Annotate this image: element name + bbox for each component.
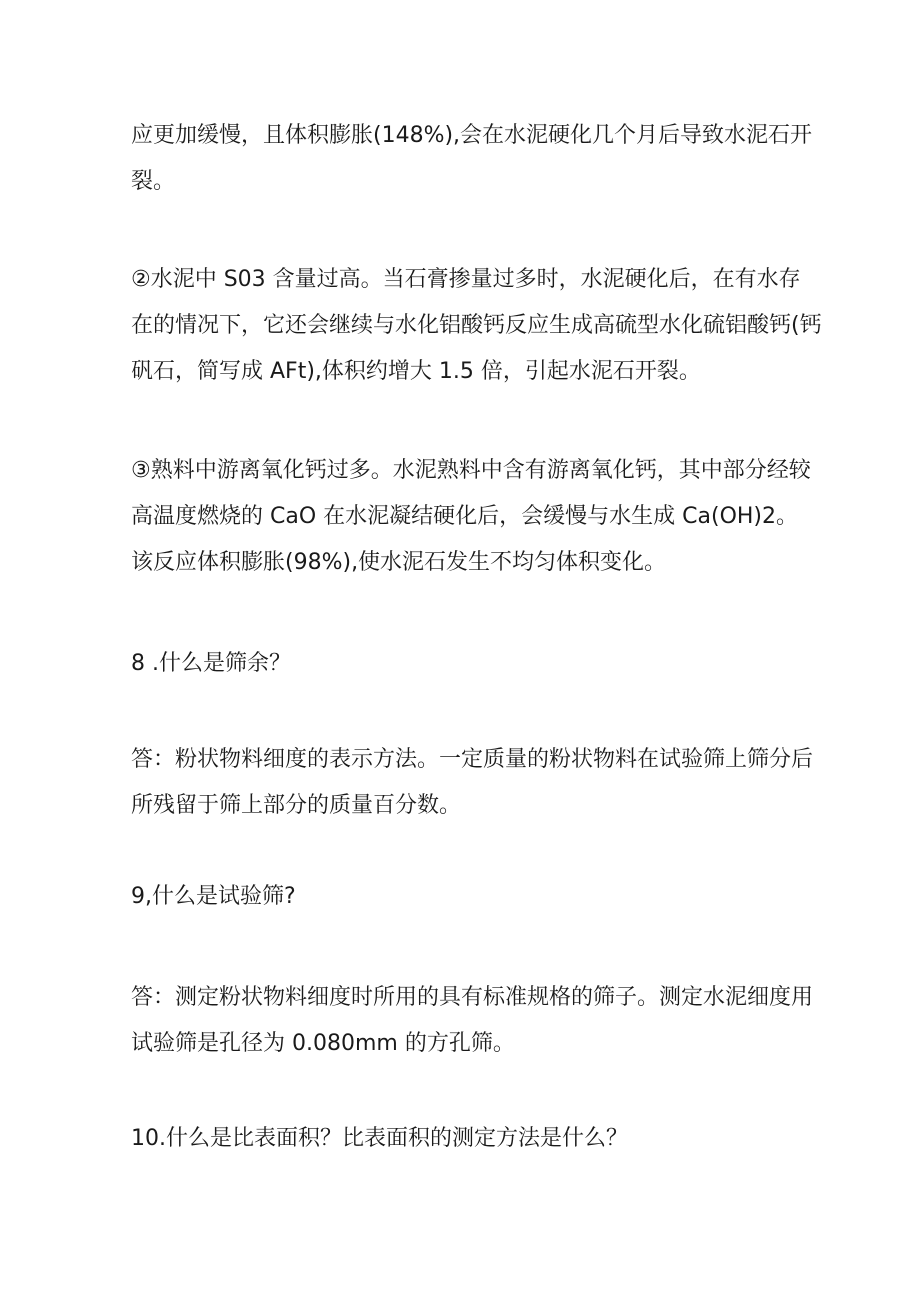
text-line: 8 .什么是筛余？ — [131, 651, 291, 676]
answer-8 — [131, 737, 814, 829]
question-10-heading — [131, 1116, 801, 1162]
question-9-heading — [131, 874, 801, 920]
text-line: ③熟料中游离氧化钙过多。水泥熟料中含有游离氧化钙，其中部分经较 — [131, 458, 811, 483]
text-line: 9,什么是试验筛? — [131, 884, 296, 909]
text-line: 应更加缓慢，且体积膨胀(148%),会在水泥硬化几个月后导致水泥石开 — [131, 123, 813, 148]
text-line: 高温度燃烧的 CaO 在水泥凝结硬化后，会缓慢与水生成 Ca(OH)2。 — [131, 504, 799, 529]
question-8-heading — [131, 641, 801, 687]
text-line: 裂。 — [131, 169, 176, 194]
text-line: 所残留于筛上部分的质量百分数。 — [131, 793, 462, 818]
text-line: 答：测定粉状物料细度时所用的具有标准规格的筛子。测定水泥细度用 — [131, 985, 814, 1010]
paragraph-soundness-continued — [131, 113, 813, 205]
paragraph-so3-content — [131, 257, 822, 395]
paragraph-free-cao — [131, 448, 811, 586]
text-line: 在的情况下，它还会继续与水化铝酸钙反应生成高硫型水化硫铝酸钙(钙 — [131, 313, 822, 338]
text-line: 10.什么是比表面积？比表面积的测定方法是什么？ — [131, 1126, 628, 1151]
text-line: ②水泥中 S03 含量过高。当石膏掺量过多时，水泥硬化后，在有水存 — [131, 267, 801, 292]
text-line: 答：粉状物料细度的表示方法。一定质量的粉状物料在试验筛上筛分后 — [131, 747, 814, 772]
text-line: 矾石，简写成 AFt),体积约增大 1.5 倍，引起水泥石开裂。 — [131, 359, 701, 384]
answer-9 — [131, 975, 814, 1067]
text-line: 该反应体积膨胀(98%),使水泥石发生不均匀体积变化。 — [131, 550, 667, 575]
text-line: 试验筛是孔径为 0.080mm 的方孔筛。 — [131, 1031, 515, 1056]
